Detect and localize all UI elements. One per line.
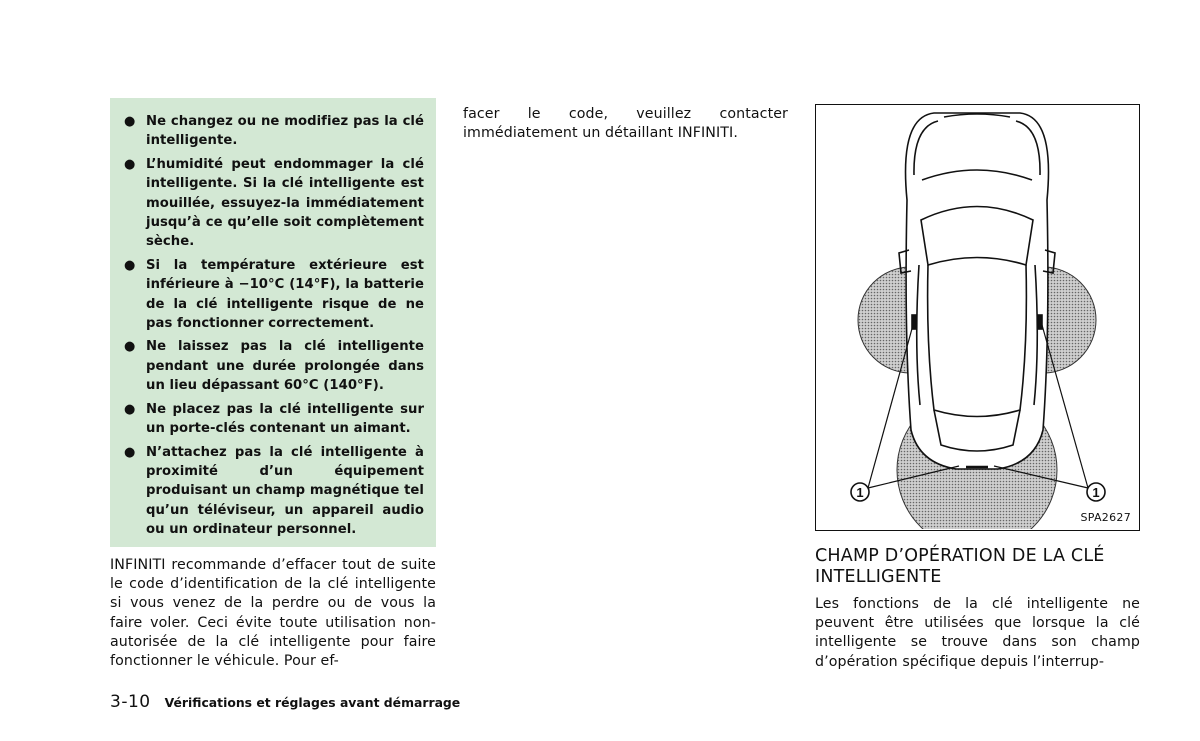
caution-box xyxy=(110,98,436,547)
bullet-icon: ● xyxy=(124,339,136,355)
caution-item-text: L’humidité peut endommager la clé intelligente. Si la clé intelligente est mouillée, essuyez-la immédiatement jusqu’à ce qu’elle soit complètement sèche. xyxy=(146,156,424,250)
callout-left-number: 1 xyxy=(856,485,864,500)
caution-item xyxy=(122,112,424,151)
left-paragraph: INFINITI recommande d’effacer tout de suite le code d’identification de la clé intelligente si vous venez de la perdre ou de vous la faire voler. Ceci évite toute utilisation non-autorisée de la clé intelligente pour faire fonctionner le véhicule. Pour ef- xyxy=(110,557,436,670)
caution-item xyxy=(122,155,424,252)
callout-left xyxy=(851,483,869,501)
car-top-view-illustration xyxy=(816,105,1138,529)
caution-item xyxy=(122,256,424,334)
section-heading: CHAMP D’OPÉRATION DE LA CLÉ INTELLIGENTE xyxy=(815,546,1105,587)
middle-paragraph: facer le code, veuillez contacter immédiatement un détaillant INFINITI. xyxy=(463,106,788,142)
footer-title: Vérifications et réglages avant démarrage xyxy=(164,695,461,710)
caution-item xyxy=(122,400,424,439)
bullet-icon: ● xyxy=(124,114,136,129)
caution-item-text: Si la température extérieure est inférieure à −10°C (14°F), la batterie de la clé intelligente risque de ne pas fonctionner correctement. xyxy=(146,257,424,332)
key-range-figure xyxy=(815,104,1140,531)
caution-item-text: N’attachez pas la clé intelligente à proximité d’un équipement produisant un champ magnétique tel qu’un téléviseur, un appareil audio ou un ordinateur personnel. xyxy=(146,444,424,538)
bullet-icon: ● xyxy=(124,156,136,172)
caution-item-text: Ne changez ou ne modifiez pas la clé intelligente. xyxy=(146,114,424,149)
caution-item-text: Ne laissez pas la clé intelligente pendant une durée prolongée dans un lieu dépassant 60°C (140°F). xyxy=(146,339,424,394)
right-paragraph: Les fonctions de la clé intelligente ne peuvent être utilisées que lorsque la clé intelligente se trouve dans son champ d’opération spécifique depuis l’interrup- xyxy=(815,596,1140,670)
page-number: 3-10 xyxy=(110,692,151,712)
page-footer xyxy=(110,692,460,712)
bullet-icon: ● xyxy=(124,444,136,460)
bullet-icon: ● xyxy=(124,401,136,417)
caution-list xyxy=(122,112,424,540)
figure-code: SPA2627 xyxy=(1080,511,1131,524)
callout-right-number: 1 xyxy=(1092,485,1100,500)
caution-item xyxy=(122,337,424,395)
car-outline xyxy=(899,113,1055,469)
callout-right xyxy=(1087,483,1105,501)
bullet-icon: ● xyxy=(124,257,136,273)
caution-item xyxy=(122,443,424,540)
caution-item-text: Ne placez pas la clé intelligente sur un porte-clés contenant un aimant. xyxy=(146,401,424,437)
